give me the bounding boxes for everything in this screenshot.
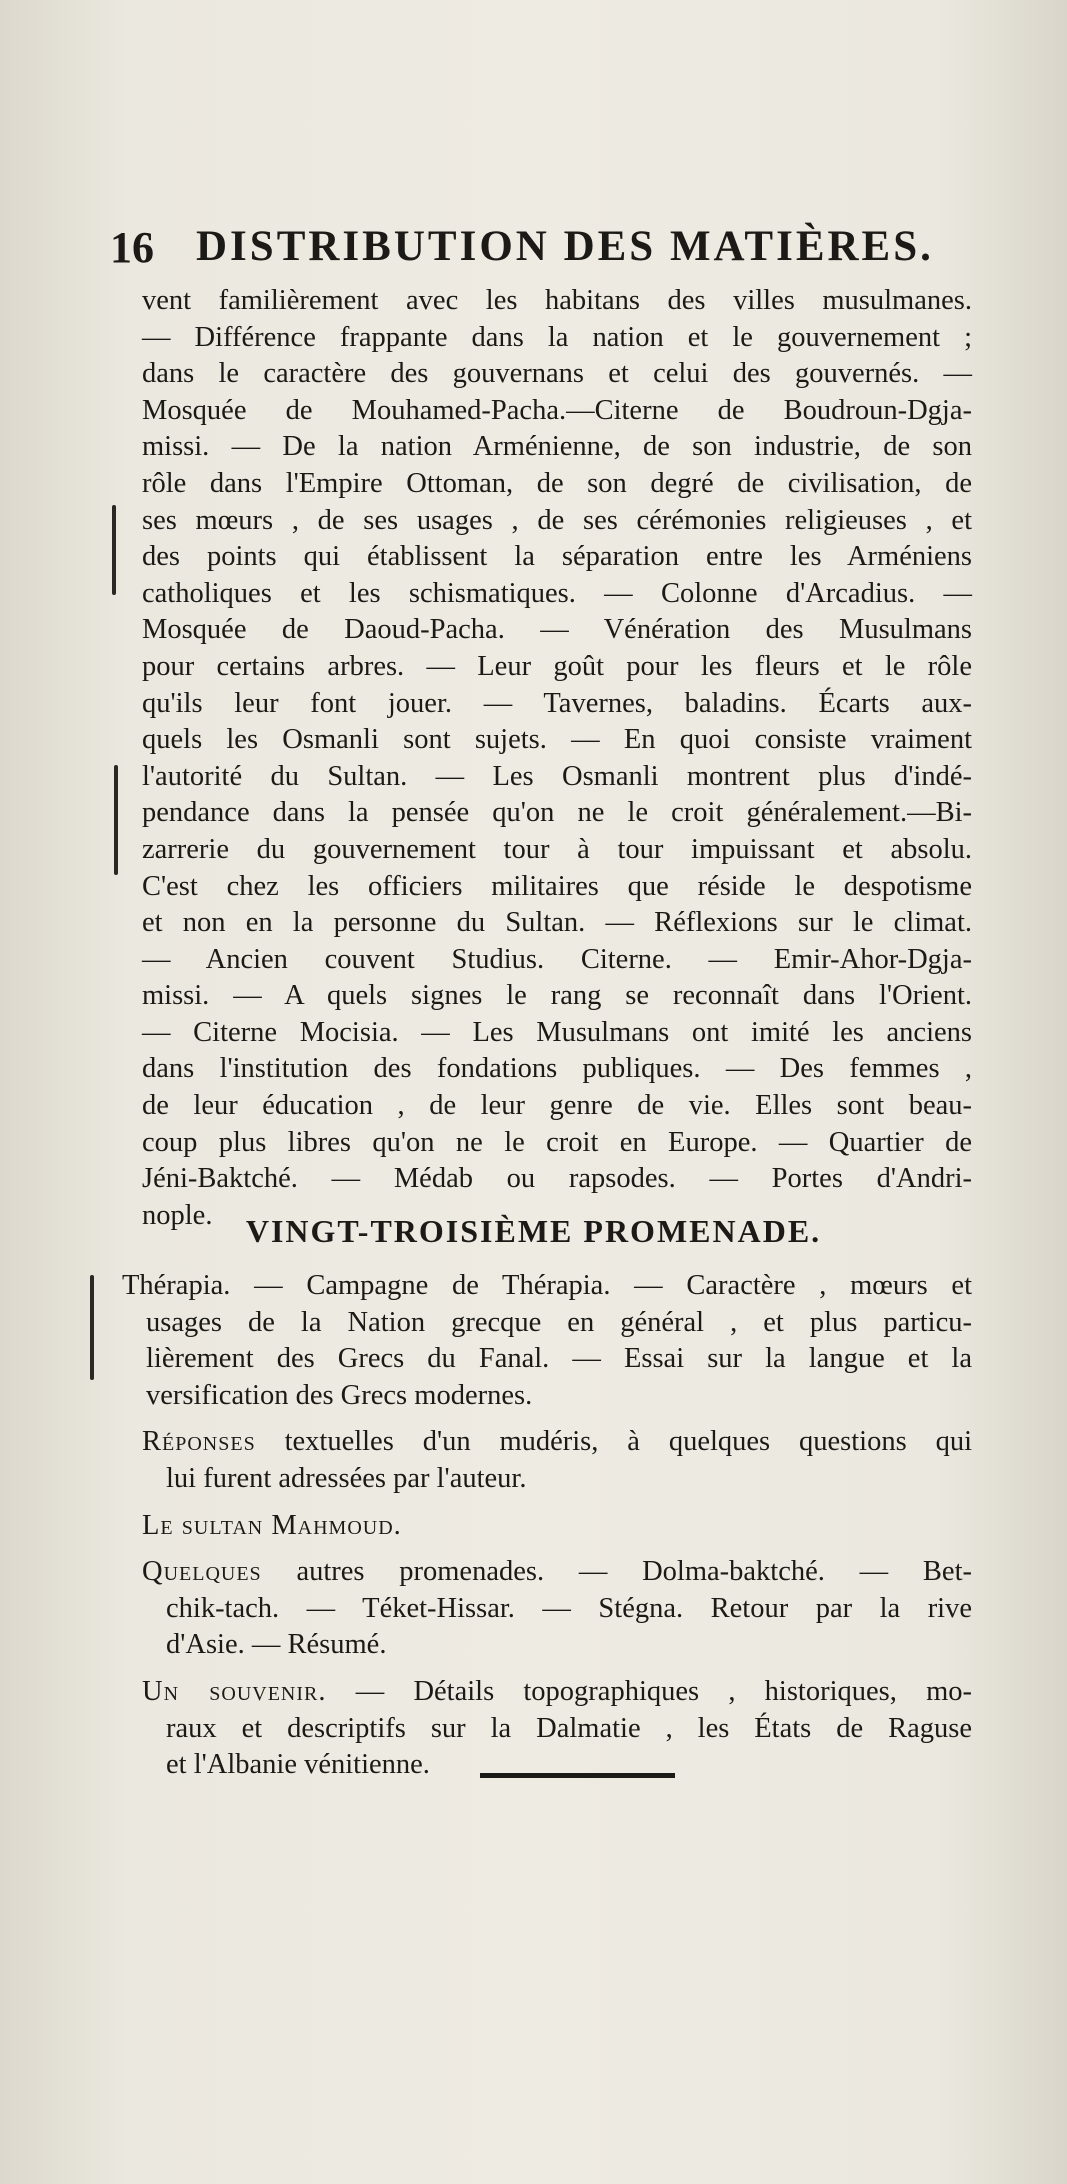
text-line: missi. — De la nation Arménienne, de son industrie, de son <box>142 431 972 463</box>
text-line: pendance dans la pensée qu'on ne le croit généralement.—Bi- <box>142 797 972 829</box>
text-line: zarrerie du gouvernement tour à tour impuissant et absolu. <box>142 833 972 865</box>
text-line: chik-tach. — Téket-Hissar. — Stégna. Retour par la rive <box>166 1592 972 1624</box>
page-header <box>110 218 955 278</box>
souvenir-entry <box>122 1674 972 1784</box>
sultan-entry <box>122 1508 972 1545</box>
text-line: coup plus libres qu'on ne le croit en Europe. — Quartier de <box>142 1126 972 1158</box>
running-title: DISTRIBUTION DES MATIÈRES. <box>196 223 934 270</box>
page-number: 16 <box>110 223 154 272</box>
entry-lead: Quelques <box>142 1556 262 1588</box>
section-summary <box>122 1268 972 1794</box>
text-line: Jéni-Baktché. — Médab ou rapsodes. — Portes d'Andri- <box>142 1163 972 1195</box>
text-line: Le sultan Mahmoud. <box>142 1509 402 1541</box>
reponses-entry <box>122 1424 972 1497</box>
entry-lead: Réponses <box>142 1426 256 1458</box>
text-line: catholiques et les schismatiques. — Colonne d'Arcadius. — <box>142 577 972 609</box>
text-line: lui furent adressées par l'auteur. <box>166 1462 527 1494</box>
end-rule <box>480 1773 675 1778</box>
table-of-contents-body <box>142 283 972 1234</box>
entry-text: textuelles d'un mudéris, à quelques questions qui <box>255 1426 972 1458</box>
text-line: rôle dans l'Empire Ottoman, de son degré de civilisation, de <box>142 467 972 499</box>
entry-text: — Détails topographiques , historiques, mo- <box>326 1675 973 1707</box>
text-line: Thérapia. — Campagne de Thérapia. — Caractère , mœurs et <box>122 1270 972 1301</box>
text-line: des points qui établissent la séparation entre les Arméniens <box>142 541 972 573</box>
quelques-entry <box>122 1554 972 1664</box>
text-line: quels les Osmanli sont sujets. — En quoi consiste vraiment <box>142 724 972 756</box>
text-line <box>142 1554 972 1591</box>
text-line: de leur éducation , de leur genre de vie. Elles sont beau- <box>142 1090 972 1122</box>
text-line: — Ancien couvent Studius. Citerne. — Emir-Ahor-Dgja- <box>142 943 972 975</box>
text-line: — Différence frappante dans la nation et le gouvernement ; <box>142 321 972 353</box>
text-line: dans le caractère des gouvernans et celui des gouvernés. — <box>142 358 972 390</box>
margin-pencil-mark <box>112 505 116 595</box>
text-line: et non en la personne du Sultan. — Réflexions sur le climat. <box>142 907 972 939</box>
text-line: lièrement des Grecs du Fanal. — Essai sur la langue et la <box>146 1343 972 1375</box>
text-line: l'autorité du Sultan. — Les Osmanli montrent plus d'indé- <box>142 760 972 792</box>
text-line: dans l'institution des fondations publiques. — Des femmes , <box>142 1053 972 1085</box>
text-line: qu'ils leur font jouer. — Tavernes, baladins. Écarts aux- <box>142 687 972 719</box>
entry-lead: Un souvenir. <box>142 1675 327 1707</box>
text-line: — Citerne Mocisia. — Les Musulmans ont imité les anciens <box>142 1016 972 1048</box>
text-line: versification des Grecs modernes. <box>146 1379 533 1411</box>
text-line: missi. — A quels signes le rang se reconnaît dans l'Orient. <box>142 980 972 1012</box>
text-line: raux et descriptifs sur la Dalmatie , les États de Raguse <box>166 1712 972 1744</box>
text-line: nople. <box>142 1199 213 1231</box>
text-line: usages de la Nation grecque en général , et plus particu- <box>146 1306 972 1338</box>
therapia-entry <box>122 1268 972 1414</box>
text-line: Mosquée de Daoud-Pacha. — Vénération des Musulmans <box>142 614 972 646</box>
entry-text: autres promenades. — Dolma-baktché. — Bet- <box>261 1556 972 1588</box>
text-line: vent familièrement avec les habitans des villes musulmanes. <box>142 285 972 316</box>
text-line: d'Asie. — Résumé. <box>166 1629 387 1661</box>
text-line: Mosquée de Mouhamed-Pacha.—Citerne de Boudroun-Dgja- <box>142 394 972 426</box>
text-line: pour certains arbres. — Leur goût pour les fleurs et le rôle <box>142 650 972 682</box>
text-line: et l'Albanie vénitienne. <box>166 1749 430 1781</box>
margin-pencil-mark <box>114 765 118 875</box>
text-line: C'est chez les officiers militaires que réside le despotisme <box>142 870 972 902</box>
section-heading: VINGT-TROISIÈME PROMENADE. <box>245 1213 822 1249</box>
margin-pencil-mark <box>90 1275 94 1380</box>
text-line <box>142 1674 972 1711</box>
text-line: ses mœurs , de ses usages , de ses cérémonies religieuses , et <box>142 504 972 536</box>
text-line <box>142 1424 972 1461</box>
